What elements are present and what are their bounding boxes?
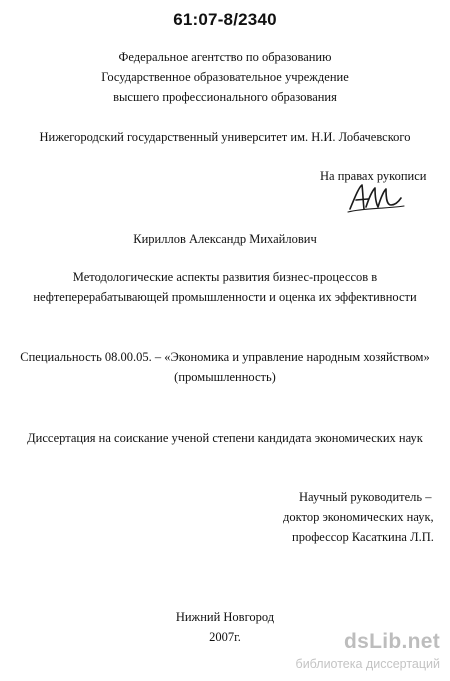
dissertation-degree: Диссертация на соискание ученой степени кандидата экономических наук xyxy=(27,431,423,445)
dissertation-title-line-1: Методологические аспекты развития бизнес-процессов в xyxy=(72,270,378,284)
registration-code: 61:07-8/2340 xyxy=(173,10,277,29)
handwritten-signature xyxy=(346,181,406,215)
city: Нижний Новгород xyxy=(175,610,275,624)
supervisor-line-2: доктор экономических наук, xyxy=(283,510,434,524)
year: 2007г. xyxy=(209,630,241,644)
university-name: Нижегородский государственный университет им. Н.И. Лобачевского xyxy=(39,130,411,144)
dissertation-title-line-2: нефтеперерабатывающей промышленности и оценка их эффективности xyxy=(33,290,417,304)
watermark-logo: dsLib.net xyxy=(343,630,440,653)
watermark-subtitle: библиотека диссертаций xyxy=(295,657,440,671)
author-name: Кириллов Александр Михайлович xyxy=(133,232,317,246)
supervisor-line-1: Научный руководитель – xyxy=(299,490,432,504)
agency-line-3: высшего профессионального образования xyxy=(113,90,337,104)
specialty-line-2: (промышленность) xyxy=(174,370,276,384)
agency-line-1: Федеральное агентство по образованию xyxy=(118,50,332,64)
agency-line-2: Государственное образовательное учреждение xyxy=(101,70,349,84)
supervisor-line-3: профессор Касаткина Л.П. xyxy=(292,530,434,544)
watermark xyxy=(258,630,446,678)
manuscript-note: На правах рукописи xyxy=(320,169,427,183)
specialty-line-1: Специальность 08.00.05. – «Экономика и управление народным хозяйством» xyxy=(20,350,430,364)
